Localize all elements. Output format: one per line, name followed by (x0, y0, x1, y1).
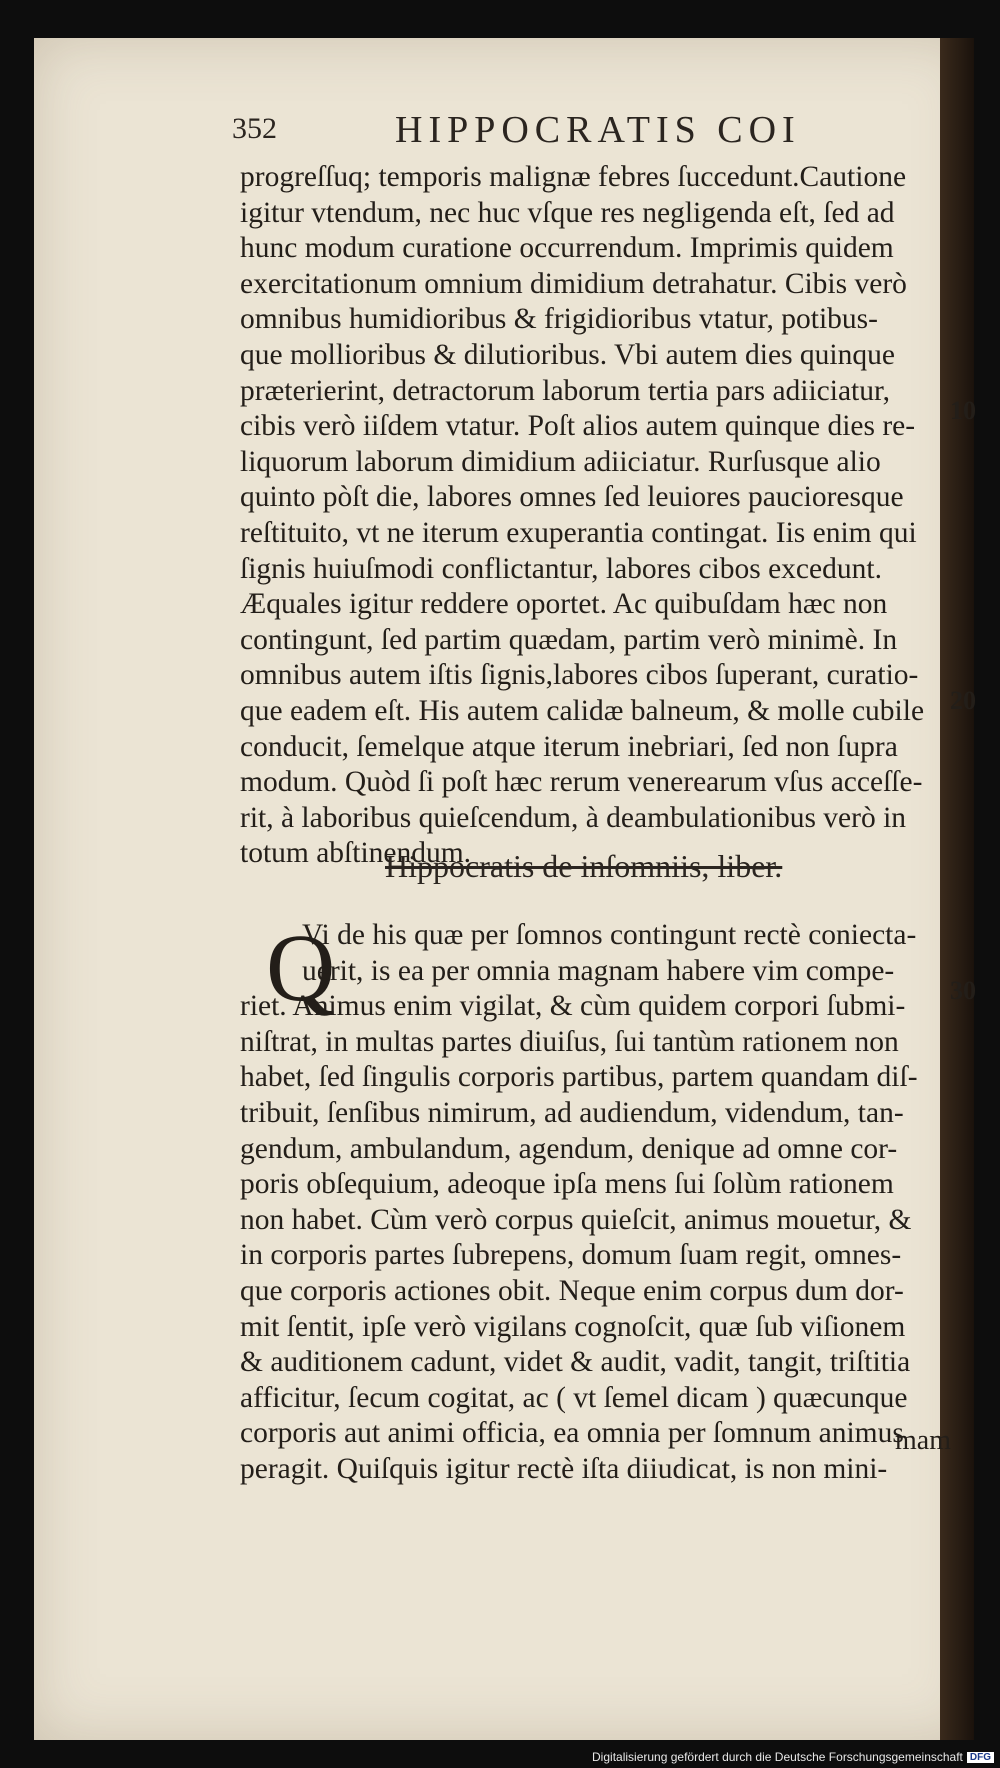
running-head: HIPPOCRATIS COI (395, 109, 801, 151)
catchword: mam (895, 1425, 951, 1456)
text-line: exercitationum omnium dimidium detrahatur. Cibis verò (240, 267, 907, 300)
text-block-2 (240, 914, 955, 1488)
text-line: afficitur, ſecum cogitat, ac ( vt ſemel dicam ) quæcunque (240, 1381, 908, 1414)
text-line: corporis aut animi officia, ea omnia per ſomnum animus (240, 1417, 904, 1450)
text-line: modum. Quòd ſi poſt hæc rerum venerearum vſus acceſſe- (240, 766, 923, 799)
text-line: liquorum laborum dimidium adiiciatur. Rurſusque alio (240, 445, 881, 478)
text-line: habet, ſed ſingulis corporis partibus, partem quandam diſ- (240, 1061, 918, 1094)
text-line: que eadem eſt. His autem calidæ balneum, & molle cubile (240, 694, 925, 727)
text-block-1 (240, 160, 955, 872)
text-line: igitur vtendum, nec huc vſque res negligenda eſt, ſed ad (240, 196, 895, 229)
text-line: præterierint, detractorum laborum tertia pars adiiciatur, (240, 374, 891, 407)
text-line: poris obſequium, adeoque ipſa mens ſui ſolùm rationem (240, 1168, 894, 1201)
text-line: riet. Animus enim vigilat, & cùm quidem corpori ſubmi- (240, 990, 906, 1023)
text-line: ſignis huiuſmodi conflictantur, labores cibos excedunt. (240, 552, 882, 585)
margin-line-number-30: 30 (950, 976, 976, 1005)
text-line: peragit. Quiſquis igitur rectè iſta diiudicat, is non mini- (240, 1452, 888, 1485)
text-line: omnibus autem iſtis ſignis,labores cibos ſuperant, curatio- (240, 659, 919, 692)
text-line: hunc modum curatione occurrendum. Imprimis quidem (240, 232, 894, 265)
text-line: Vi de his quæ per ſomnos contingunt rectè coniecta- (302, 919, 917, 951)
digitization-footer (592, 1750, 994, 1764)
footer-text: Digitalisierung gefördert durch die Deutsche Forschungsgemeinschaft (592, 1750, 963, 1764)
text-line: que corporis actiones obit. Neque enim corpus dum dor- (240, 1274, 904, 1307)
drop-cap: Q (266, 914, 336, 1021)
text-line: que mollioribus & dilutioribus. Vbi autem dies quinque (240, 338, 895, 371)
text-line: & auditionem cadunt, videt & audit, vadit, tangit, triſtitia (240, 1346, 911, 1379)
text-line: rit, à laboribus quieſcendum, à deambulationibus verò in (240, 801, 907, 834)
text-line: uerit, is ea per omnia magnam habere vim compe- (302, 954, 895, 987)
text-line: reſtituito, vt ne iterum exuperantia contingat. Iis enim qui (240, 516, 917, 549)
text-line: progreſſuq; temporis malignæ febres ſuccedunt.Cautione (240, 161, 907, 193)
page-number: 352 (232, 112, 277, 145)
text-line: totum abſtinendum. (240, 837, 472, 870)
text-line: Æquales igitur reddere oportet. Ac quibuſdam hæc non (240, 588, 888, 621)
section-title: Hippocratis de inſomniis, liber. (385, 848, 783, 884)
text-line: contingunt, ſed partim quædam, partim verò minimè. In (240, 623, 898, 656)
text-line: conducit, ſemelque atque iterum inebriari, ſed non ſupra (240, 730, 898, 763)
dfg-logo-icon: DFG (967, 1752, 994, 1763)
margin-line-number-20: 20 (950, 686, 976, 715)
text-line: mit ſentit, ipſe verò vigilans cognoſcit, quæ ſub viſionem (240, 1310, 906, 1343)
text-line: quinto pòſt die, labores omnes ſed leuiores paucioresque (240, 481, 904, 514)
text-line: gendum, ambulandum, agendum, denique ad omne cor- (240, 1132, 898, 1165)
text-line: omnibus humidioribus & frigidioribus vtatur, potibus- (240, 303, 878, 336)
text-line: niſtrat, in multas partes diuiſus, ſui tantùm rationem non (240, 1025, 899, 1058)
text-line: in corporis partes ſubrepens, domum ſuam regit, omnes- (240, 1239, 902, 1272)
margin-line-number-10: 10 (950, 396, 976, 425)
text-line: tribuit, ſenſibus nimirum, ad audiendum, videndum, tan- (240, 1096, 904, 1129)
text-line: non habet. Cùm verò corpus quieſcit, animus mouetur, & (240, 1203, 912, 1236)
text-line: cibis verò iiſdem vtatur. Poſt alios autem quinque dies re- (240, 410, 916, 443)
